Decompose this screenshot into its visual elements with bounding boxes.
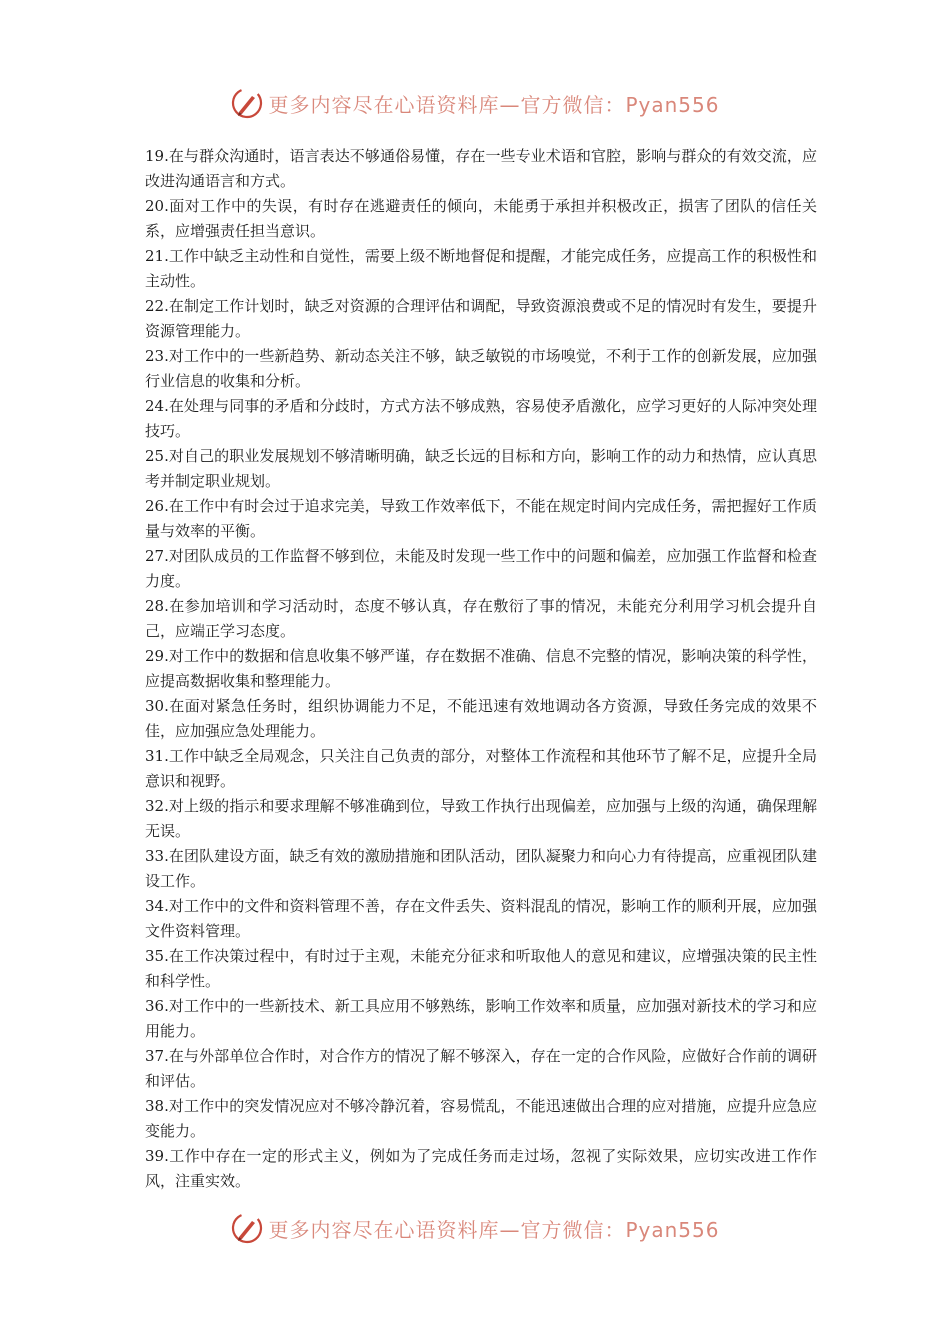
header-text: 更多内容尽在心语资料库—官方微信：Pyan556	[268, 92, 720, 117]
pen-circle-logo-icon	[230, 1211, 264, 1245]
list-item: 22.在制定工作计划时，缺乏对资源的合理评估和调配，导致资源浪费或不足的情况时有发生，要提升资源管理能力。	[145, 297, 817, 340]
list-item: 28.在参加培训和学习活动时，态度不够认真，存在敷衍了事的情况，未能充分利用学习机会提升自己，应端正学习态度。	[145, 597, 817, 640]
list-item: 23.对工作中的一些新趋势、新动态关注不够，缺乏敏锐的市场嗅觉，不利于工作的创新发展，应加强行业信息的收集和分析。	[145, 347, 817, 390]
list-item: 25.对自己的职业发展规划不够清晰明确，缺乏长远的目标和方向，影响工作的动力和热情，应认真思考并制定职业规划。	[145, 447, 817, 490]
list-item: 30.在面对紧急任务时，组织协调能力不足，不能迅速有效地调动各方资源，导致任务完成的效果不佳，应加强应急处理能力。	[145, 697, 817, 740]
list-item: 31.工作中缺乏全局观念，只关注自己负责的部分，对整体工作流程和其他环节了解不足，应提升全局意识和视野。	[145, 747, 817, 790]
pen-circle-logo-icon	[230, 86, 264, 120]
list-item: 32.对上级的指示和要求理解不够准确到位，导致工作执行出现偏差，应加强与上级的沟通，确保理解无误。	[145, 797, 817, 840]
list-item: 29.对工作中的数据和信息收集不够严谨，存在数据不准确、信息不完整的情况，影响决策的科学性，应提高数据收集和整理能力。	[145, 647, 817, 690]
list-item: 24.在处理与同事的矛盾和分歧时，方式方法不够成熟，容易使矛盾激化，应学习更好的人际冲突处理技巧。	[145, 397, 817, 440]
list-item: 39.工作中存在一定的形式主义，例如为了完成任务而走过场，忽视了实际效果，应切实改进工作作风，注重实效。	[145, 1147, 817, 1190]
list-item: 27.对团队成员的工作监督不够到位，未能及时发现一些工作中的问题和偏差，应加强工作监督和检查力度。	[145, 547, 817, 590]
list-item: 33.在团队建设方面，缺乏有效的激励措施和团队活动，团队凝聚力和向心力有待提高，应重视团队建设工作。	[145, 847, 817, 890]
document-body	[145, 144, 817, 1194]
header-banner	[0, 83, 950, 123]
list-item: 34.对工作中的文件和资料管理不善，存在文件丢失、资料混乱的情况，影响工作的顺利开展，应加强文件资料管理。	[145, 897, 817, 940]
footer-text: 更多内容尽在心语资料库—官方微信：Pyan556	[268, 1217, 720, 1242]
list-item: 38.对工作中的突发情况应对不够冷静沉着，容易慌乱，不能迅速做出合理的应对措施，应提升应急应变能力。	[145, 1097, 817, 1140]
list-item: 26.在工作中有时会过于追求完美，导致工作效率低下，不能在规定时间内完成任务，需把握好工作质量与效率的平衡。	[145, 497, 817, 540]
list-item: 36.对工作中的一些新技术、新工具应用不够熟练，影响工作效率和质量，应加强对新技术的学习和应用能力。	[145, 997, 817, 1040]
footer-banner	[0, 1208, 950, 1248]
list-item: 19.在与群众沟通时，语言表达不够通俗易懂，存在一些专业术语和官腔，影响与群众的有效交流，应改进沟通语言和方式。	[145, 147, 817, 190]
list-item: 20.面对工作中的失误，有时存在逃避责任的倾向，未能勇于承担并积极改正，损害了团队的信任关系，应增强责任担当意识。	[145, 197, 817, 240]
list-item: 35.在工作决策过程中，有时过于主观，未能充分征求和听取他人的意见和建议，应增强决策的民主性和科学性。	[145, 947, 817, 990]
list-item: 21.工作中缺乏主动性和自觉性，需要上级不断地督促和提醒，才能完成任务，应提高工作的积极性和主动性。	[145, 247, 817, 290]
list-item: 37.在与外部单位合作时，对合作方的情况了解不够深入，存在一定的合作风险，应做好合作前的调研和评估。	[145, 1047, 817, 1090]
